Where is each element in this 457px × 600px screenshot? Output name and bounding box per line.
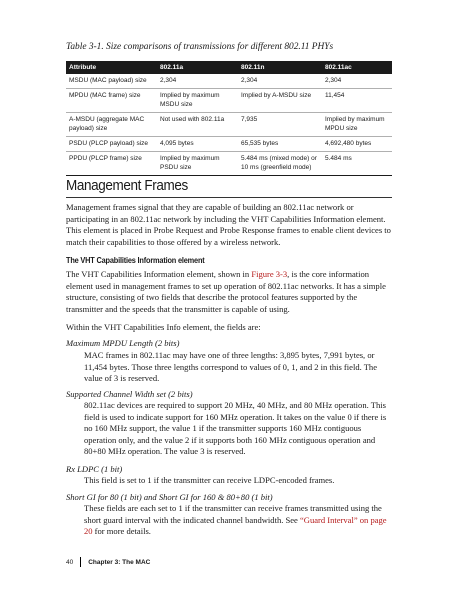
field-description: 802.11ac devices are required to support 20 MHz, 40 MHz, and 80 MHz operation. This field is used to indicate support for 160 MHz operation. It takes on the value 0 if there is no 160 MHz support, the value 1 if the transmitter supports 160 MHz contiguous operation only, and the value 2 if it supports both 160 MHz contiguous operation and 80+80 MHz operation. The value 3 is reserved. [84,400,387,457]
paragraph-text: , is the core information element used in management frames to set up operation of 802.11ac networks. It has a simple structure, consisting of two fields that describe the protocol features supported by the transmitter and the speeds that the transmitter is capable of using. [66,269,386,314]
table-cell: Implied by maximum MPDU size [322,113,392,137]
subsection-paragraph [66,269,392,315]
section-divider [66,197,392,198]
chapter-title: Chapter 3: The MAC [88,558,151,566]
table-header-cell: 802.11n [238,61,322,74]
subsection-heading: The VHT Capabilities Information element [66,256,205,265]
table-cell: 5.484 ms [322,152,392,176]
table-cell: MSDU (MAC payload) size [66,74,157,89]
field-term: Supported Channel Width set (2 bits) [66,389,193,399]
phy-size-table [66,61,392,176]
table-cell: 4,692,480 bytes [322,137,392,152]
table-cell: 7,935 [238,113,322,137]
field-term: Rx LDPC (1 bit) [66,464,123,474]
table-cell: 65,535 bytes [238,137,322,152]
table-cell: 2,304 [157,74,238,89]
field-term: Maximum MPDU Length (2 bits) [66,338,180,348]
table-cell: 2,304 [238,74,322,89]
table-cell: 5.484 ms (mixed mode) or 10 ms (greenfield mode) [238,152,322,176]
table-cell: 2,304 [322,74,392,89]
table-cell: Not used with 802.11a [157,113,238,137]
field-description: This field is set to 1 if the transmitter can receive LDPC-encoded frames. [84,475,335,485]
table-row [66,113,392,137]
table-header-cell: 802.11a [157,61,238,74]
table-cell: A-MSDU (aggregate MAC payload) size [66,113,157,137]
table-cell: MPDU (MAC frame) size [66,89,157,113]
page-footer [66,557,150,567]
table-header-cell: Attribute [66,61,157,74]
fields-intro-paragraph: Within the VHT Capabilities Info element, the fields are: [66,322,261,332]
field-term: Short GI for 80 (1 bit) and Short GI for 160 & 80+80 (1 bit) [66,492,273,502]
table-cell: Implied by maximum PSDU size [157,152,238,176]
table-row [66,152,392,176]
footer-separator [80,557,81,567]
section-heading: Management Frames [66,178,188,194]
table-cell: 11,454 [322,89,392,113]
page-number: 40 [66,558,74,566]
guard-interval-link[interactable]: “Guard Interval” on page 20 [84,514,387,537]
paragraph-text: The VHT Capabilities Information element, shown in [66,269,252,279]
table-cell: PSDU (PLCP payload) size [66,137,157,152]
table-cell: Implied by maximum MSDU size [157,89,238,113]
paragraph-text: for more details. [92,526,151,537]
field-description: MAC frames in 802.11ac may have one of three lengths: 3,895 bytes, 7,991 bytes, or 11,454 bytes. Those three lengths correspond to values of 0, 1, and 2 in this field. The value of 3 is reserved. [84,350,377,384]
section-intro-paragraph: Management frames signal that they are capable of building an 802.11ac network or participating in an 802.11ac network by including the VHT Capabilities Information element. This element is placed in Probe Request and Probe Response frames to enable client devices to match their capabilities to those offered by a wireless network. [66,202,391,247]
figure-link[interactable]: Figure 3-3 [251,269,288,279]
table-header-cell: 802.11ac [322,61,392,74]
table-cell: 4,095 bytes [157,137,238,152]
table-header-row [66,61,392,74]
table-caption: Table 3-1. Size comparisons of transmissions for different 802.11 PHYs [66,42,334,52]
table-cell: PPDU (PLCP frame) size [66,152,157,176]
field-description [84,503,392,538]
table-cell: Implied by A-MSDU size [238,89,322,113]
table-row [66,137,392,152]
paragraph-text: These fields are each set to 1 if the transmitter can receive frames transmitted using the short guard interval with the indicated channel bandwidth. See [84,503,382,525]
table-row [66,74,392,89]
table-row [66,89,392,113]
